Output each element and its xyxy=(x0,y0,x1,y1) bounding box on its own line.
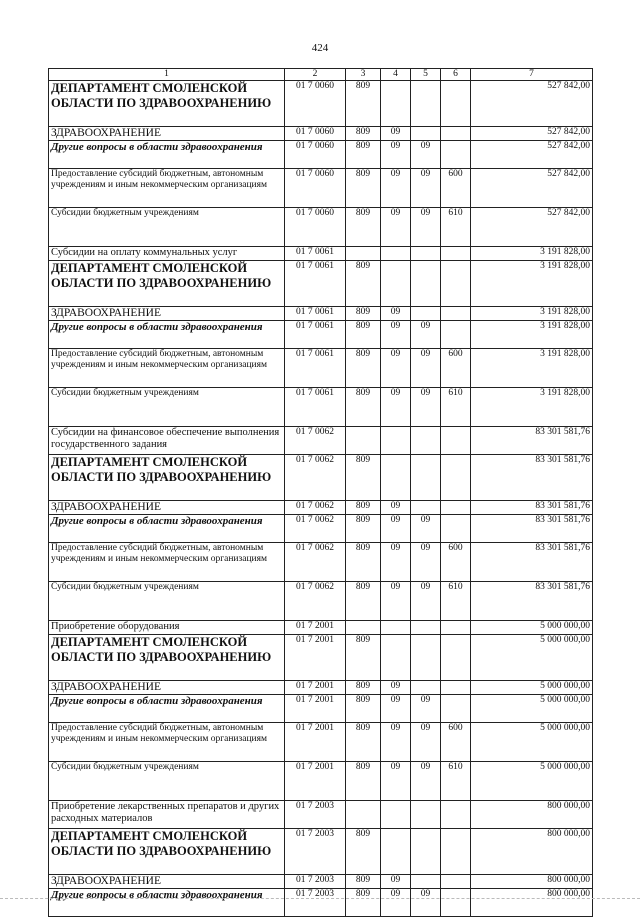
ministry-code-cell xyxy=(346,801,381,829)
subsection-cell xyxy=(411,261,441,307)
section-cell xyxy=(381,635,411,681)
ministry-code-cell: 809 xyxy=(346,141,381,169)
ministry-code-cell: 809 xyxy=(346,388,381,427)
subsection-cell xyxy=(411,801,441,829)
row-name-cell: Субсидии бюджетным учреждениям xyxy=(49,582,285,621)
section-cell xyxy=(381,801,411,829)
ministry-code-cell: 809 xyxy=(346,307,381,321)
subsection-cell: 09 xyxy=(411,388,441,427)
expense-type-cell: 610 xyxy=(441,388,471,427)
table-row xyxy=(49,501,593,515)
table-row xyxy=(49,321,593,349)
table-body xyxy=(49,81,593,917)
subsection-cell xyxy=(411,307,441,321)
table-row xyxy=(49,247,593,261)
target-article-cell: 01 7 0062 xyxy=(285,501,346,515)
target-article-cell: 01 7 0061 xyxy=(285,349,346,388)
subsection-cell xyxy=(411,247,441,261)
column-header: 2 xyxy=(285,69,346,81)
column-header: 6 xyxy=(441,69,471,81)
expense-type-cell xyxy=(441,889,471,917)
ministry-code-cell: 809 xyxy=(346,81,381,127)
section-cell xyxy=(381,247,411,261)
row-name-cell: Субсидии на финансовое обеспечение выполнения государственного задания xyxy=(49,427,285,455)
target-article-cell: 01 7 0062 xyxy=(285,515,346,543)
section-cell: 09 xyxy=(381,169,411,208)
expense-type-cell xyxy=(441,635,471,681)
section-cell: 09 xyxy=(381,501,411,515)
ministry-code-cell: 809 xyxy=(346,169,381,208)
ministry-code-cell: 809 xyxy=(346,582,381,621)
table-row xyxy=(49,81,593,127)
amount-cell: 5 000 000,00 xyxy=(471,621,593,635)
column-header: 4 xyxy=(381,69,411,81)
ministry-code-cell xyxy=(346,621,381,635)
table-row xyxy=(49,681,593,695)
row-name-cell: Другие вопросы в области здравоохранения xyxy=(49,889,285,917)
amount-cell: 527 842,00 xyxy=(471,208,593,247)
subsection-cell: 09 xyxy=(411,515,441,543)
ministry-code-cell: 809 xyxy=(346,635,381,681)
row-name-cell: Другие вопросы в области здравоохранения xyxy=(49,321,285,349)
amount-cell: 800 000,00 xyxy=(471,889,593,917)
row-name-cell: ДЕПАРТАМЕНТ СМОЛЕНСКОЙ ОБЛАСТИ ПО ЗДРАВООХРАНЕНИЮ xyxy=(49,81,285,127)
row-name-cell: Приобретение лекарственных препаратов и других расходных материалов xyxy=(49,801,285,829)
amount-cell: 83 301 581,76 xyxy=(471,515,593,543)
ministry-code-cell: 809 xyxy=(346,515,381,543)
table-row xyxy=(49,829,593,875)
expense-type-cell xyxy=(441,261,471,307)
target-article-cell: 01 7 0061 xyxy=(285,388,346,427)
ministry-code-cell: 809 xyxy=(346,208,381,247)
subsection-cell: 09 xyxy=(411,141,441,169)
table-row xyxy=(49,875,593,889)
subsection-cell: 09 xyxy=(411,321,441,349)
section-cell: 09 xyxy=(381,889,411,917)
ministry-code-cell: 809 xyxy=(346,127,381,141)
ministry-code-cell: 809 xyxy=(346,723,381,762)
target-article-cell: 01 7 0061 xyxy=(285,321,346,349)
ministry-code-cell: 809 xyxy=(346,349,381,388)
target-article-cell: 01 7 0060 xyxy=(285,127,346,141)
target-article-cell: 01 7 0060 xyxy=(285,141,346,169)
column-header: 1 xyxy=(49,69,285,81)
page-edge-divider xyxy=(0,898,640,899)
ministry-code-cell: 809 xyxy=(346,261,381,307)
section-cell: 09 xyxy=(381,875,411,889)
amount-cell: 527 842,00 xyxy=(471,169,593,208)
expense-type-cell xyxy=(441,621,471,635)
page-number: 424 xyxy=(311,42,329,54)
subsection-cell xyxy=(411,81,441,127)
section-cell: 09 xyxy=(381,307,411,321)
expense-type-cell xyxy=(441,875,471,889)
row-name-cell: ЗДРАВООХРАНЕНИЕ xyxy=(49,501,285,515)
ministry-code-cell: 809 xyxy=(346,455,381,501)
target-article-cell: 01 7 0062 xyxy=(285,582,346,621)
table-row xyxy=(49,349,593,388)
amount-cell: 3 191 828,00 xyxy=(471,307,593,321)
row-name-cell: Другие вопросы в области здравоохранения xyxy=(49,515,285,543)
expense-type-cell: 610 xyxy=(441,762,471,801)
table-row xyxy=(49,635,593,681)
amount-cell: 5 000 000,00 xyxy=(471,695,593,723)
ministry-code-cell: 809 xyxy=(346,762,381,801)
row-name-cell: ДЕПАРТАМЕНТ СМОЛЕНСКОЙ ОБЛАСТИ ПО ЗДРАВООХРАНЕНИЮ xyxy=(49,829,285,875)
table-row xyxy=(49,762,593,801)
target-article-cell: 01 7 0062 xyxy=(285,427,346,455)
table-row xyxy=(49,261,593,307)
subsection-cell: 09 xyxy=(411,349,441,388)
table-row xyxy=(49,169,593,208)
target-article-cell: 01 7 2001 xyxy=(285,621,346,635)
expense-type-cell: 600 xyxy=(441,169,471,208)
ministry-code-cell xyxy=(346,427,381,455)
table-row xyxy=(49,388,593,427)
amount-cell: 83 301 581,76 xyxy=(471,427,593,455)
budget-table xyxy=(48,68,593,917)
amount-cell: 5 000 000,00 xyxy=(471,681,593,695)
amount-cell: 527 842,00 xyxy=(471,127,593,141)
expense-type-cell xyxy=(441,695,471,723)
expense-type-cell xyxy=(441,81,471,127)
row-name-cell: Субсидии бюджетным учреждениям xyxy=(49,208,285,247)
expense-type-cell xyxy=(441,801,471,829)
row-name-cell: ЗДРАВООХРАНЕНИЕ xyxy=(49,681,285,695)
row-name-cell: Предоставление субсидий бюджетным, автономным учреждениям и иным некоммерческим организациям xyxy=(49,169,285,208)
target-article-cell: 01 7 2001 xyxy=(285,635,346,681)
amount-cell: 83 301 581,76 xyxy=(471,501,593,515)
row-name-cell: Субсидии бюджетным учреждениям xyxy=(49,762,285,801)
amount-cell: 83 301 581,76 xyxy=(471,543,593,582)
amount-cell: 3 191 828,00 xyxy=(471,247,593,261)
subsection-cell xyxy=(411,681,441,695)
section-cell: 09 xyxy=(381,762,411,801)
ministry-code-cell: 809 xyxy=(346,543,381,582)
section-cell: 09 xyxy=(381,388,411,427)
table-row xyxy=(49,141,593,169)
amount-cell: 83 301 581,76 xyxy=(471,455,593,501)
row-name-cell: Предоставление субсидий бюджетным, автономным учреждениям и иным некоммерческим организациям xyxy=(49,723,285,762)
target-article-cell: 01 7 0060 xyxy=(285,169,346,208)
amount-cell: 800 000,00 xyxy=(471,801,593,829)
target-article-cell: 01 7 0060 xyxy=(285,81,346,127)
table-row xyxy=(49,582,593,621)
table-row xyxy=(49,543,593,582)
subsection-cell xyxy=(411,427,441,455)
subsection-cell: 09 xyxy=(411,695,441,723)
amount-cell: 800 000,00 xyxy=(471,875,593,889)
ministry-code-cell: 809 xyxy=(346,321,381,349)
target-article-cell: 01 7 2003 xyxy=(285,875,346,889)
subsection-cell xyxy=(411,635,441,681)
expense-type-cell xyxy=(441,427,471,455)
row-name-cell: Предоставление субсидий бюджетным, автономным учреждениям и иным некоммерческим организациям xyxy=(49,349,285,388)
amount-cell: 3 191 828,00 xyxy=(471,321,593,349)
row-name-cell: ДЕПАРТАМЕНТ СМОЛЕНСКОЙ ОБЛАСТИ ПО ЗДРАВООХРАНЕНИЮ xyxy=(49,635,285,681)
section-cell xyxy=(381,829,411,875)
expense-type-cell xyxy=(441,515,471,543)
target-article-cell: 01 7 0061 xyxy=(285,247,346,261)
target-article-cell: 01 7 0062 xyxy=(285,455,346,501)
subsection-cell: 09 xyxy=(411,582,441,621)
table-row xyxy=(49,695,593,723)
row-name-cell: ЗДРАВООХРАНЕНИЕ xyxy=(49,875,285,889)
subsection-cell xyxy=(411,455,441,501)
expense-type-cell xyxy=(441,127,471,141)
target-article-cell: 01 7 2001 xyxy=(285,762,346,801)
ministry-code-cell: 809 xyxy=(346,875,381,889)
target-article-cell: 01 7 2003 xyxy=(285,829,346,875)
expense-type-cell xyxy=(441,829,471,875)
subsection-cell: 09 xyxy=(411,762,441,801)
subsection-cell: 09 xyxy=(411,723,441,762)
section-cell: 09 xyxy=(381,723,411,762)
section-cell: 09 xyxy=(381,321,411,349)
table-row xyxy=(49,127,593,141)
section-cell: 09 xyxy=(381,681,411,695)
subsection-cell: 09 xyxy=(411,889,441,917)
subsection-cell xyxy=(411,127,441,141)
section-cell xyxy=(381,427,411,455)
table-header-row xyxy=(49,69,593,81)
section-cell: 09 xyxy=(381,695,411,723)
expense-type-cell xyxy=(441,501,471,515)
expense-type-cell xyxy=(441,681,471,695)
target-article-cell: 01 7 2003 xyxy=(285,889,346,917)
row-name-cell: Другие вопросы в области здравоохранения xyxy=(49,141,285,169)
column-header: 3 xyxy=(346,69,381,81)
amount-cell: 800 000,00 xyxy=(471,829,593,875)
section-cell: 09 xyxy=(381,208,411,247)
table-row xyxy=(49,621,593,635)
table-row xyxy=(49,801,593,829)
section-cell: 09 xyxy=(381,141,411,169)
amount-cell: 3 191 828,00 xyxy=(471,388,593,427)
row-name-cell: Другие вопросы в области здравоохранения xyxy=(49,695,285,723)
amount-cell: 527 842,00 xyxy=(471,81,593,127)
amount-cell: 3 191 828,00 xyxy=(471,349,593,388)
section-cell xyxy=(381,81,411,127)
target-article-cell: 01 7 0062 xyxy=(285,543,346,582)
expense-type-cell xyxy=(441,307,471,321)
target-article-cell: 01 7 2001 xyxy=(285,695,346,723)
expense-type-cell: 610 xyxy=(441,582,471,621)
expense-type-cell: 610 xyxy=(441,208,471,247)
target-article-cell: 01 7 0061 xyxy=(285,261,346,307)
row-name-cell: ДЕПАРТАМЕНТ СМОЛЕНСКОЙ ОБЛАСТИ ПО ЗДРАВООХРАНЕНИЮ xyxy=(49,455,285,501)
table-row xyxy=(49,427,593,455)
subsection-cell xyxy=(411,875,441,889)
subsection-cell: 09 xyxy=(411,169,441,208)
table-row xyxy=(49,723,593,762)
table-row xyxy=(49,515,593,543)
target-article-cell: 01 7 0061 xyxy=(285,307,346,321)
ministry-code-cell: 809 xyxy=(346,889,381,917)
row-name-cell: Субсидии на оплату коммунальных услуг xyxy=(49,247,285,261)
ministry-code-cell: 809 xyxy=(346,501,381,515)
amount-cell: 5 000 000,00 xyxy=(471,762,593,801)
expense-type-cell xyxy=(441,247,471,261)
ministry-code-cell: 809 xyxy=(346,681,381,695)
row-name-cell: Субсидии бюджетным учреждениям xyxy=(49,388,285,427)
row-name-cell: ДЕПАРТАМЕНТ СМОЛЕНСКОЙ ОБЛАСТИ ПО ЗДРАВООХРАНЕНИЮ xyxy=(49,261,285,307)
amount-cell: 5 000 000,00 xyxy=(471,723,593,762)
ministry-code-cell xyxy=(346,247,381,261)
amount-cell: 5 000 000,00 xyxy=(471,635,593,681)
target-article-cell: 01 7 2001 xyxy=(285,681,346,695)
expense-type-cell xyxy=(441,455,471,501)
column-header: 5 xyxy=(411,69,441,81)
expense-type-cell: 600 xyxy=(441,723,471,762)
table-row xyxy=(49,307,593,321)
ministry-code-cell: 809 xyxy=(346,695,381,723)
expense-type-cell: 600 xyxy=(441,349,471,388)
target-article-cell: 01 7 2003 xyxy=(285,801,346,829)
table-row xyxy=(49,208,593,247)
table-row xyxy=(49,889,593,917)
column-header: 7 xyxy=(471,69,593,81)
expense-type-cell: 600 xyxy=(441,543,471,582)
amount-cell: 83 301 581,76 xyxy=(471,582,593,621)
table-row xyxy=(49,455,593,501)
subsection-cell xyxy=(411,621,441,635)
expense-type-cell xyxy=(441,321,471,349)
subsection-cell xyxy=(411,501,441,515)
target-article-cell: 01 7 2001 xyxy=(285,723,346,762)
amount-cell: 527 842,00 xyxy=(471,141,593,169)
section-cell: 09 xyxy=(381,127,411,141)
row-name-cell: Предоставление субсидий бюджетным, автономным учреждениям и иным некоммерческим организациям xyxy=(49,543,285,582)
expense-type-cell xyxy=(441,141,471,169)
section-cell: 09 xyxy=(381,582,411,621)
section-cell xyxy=(381,455,411,501)
section-cell: 09 xyxy=(381,543,411,582)
subsection-cell xyxy=(411,829,441,875)
section-cell: 09 xyxy=(381,515,411,543)
subsection-cell: 09 xyxy=(411,208,441,247)
amount-cell: 3 191 828,00 xyxy=(471,261,593,307)
row-name-cell: ЗДРАВООХРАНЕНИЕ xyxy=(49,307,285,321)
section-cell xyxy=(381,621,411,635)
section-cell xyxy=(381,261,411,307)
subsection-cell: 09 xyxy=(411,543,441,582)
section-cell: 09 xyxy=(381,349,411,388)
target-article-cell: 01 7 0060 xyxy=(285,208,346,247)
ministry-code-cell: 809 xyxy=(346,829,381,875)
row-name-cell: ЗДРАВООХРАНЕНИЕ xyxy=(49,127,285,141)
row-name-cell: Приобретение оборудования xyxy=(49,621,285,635)
